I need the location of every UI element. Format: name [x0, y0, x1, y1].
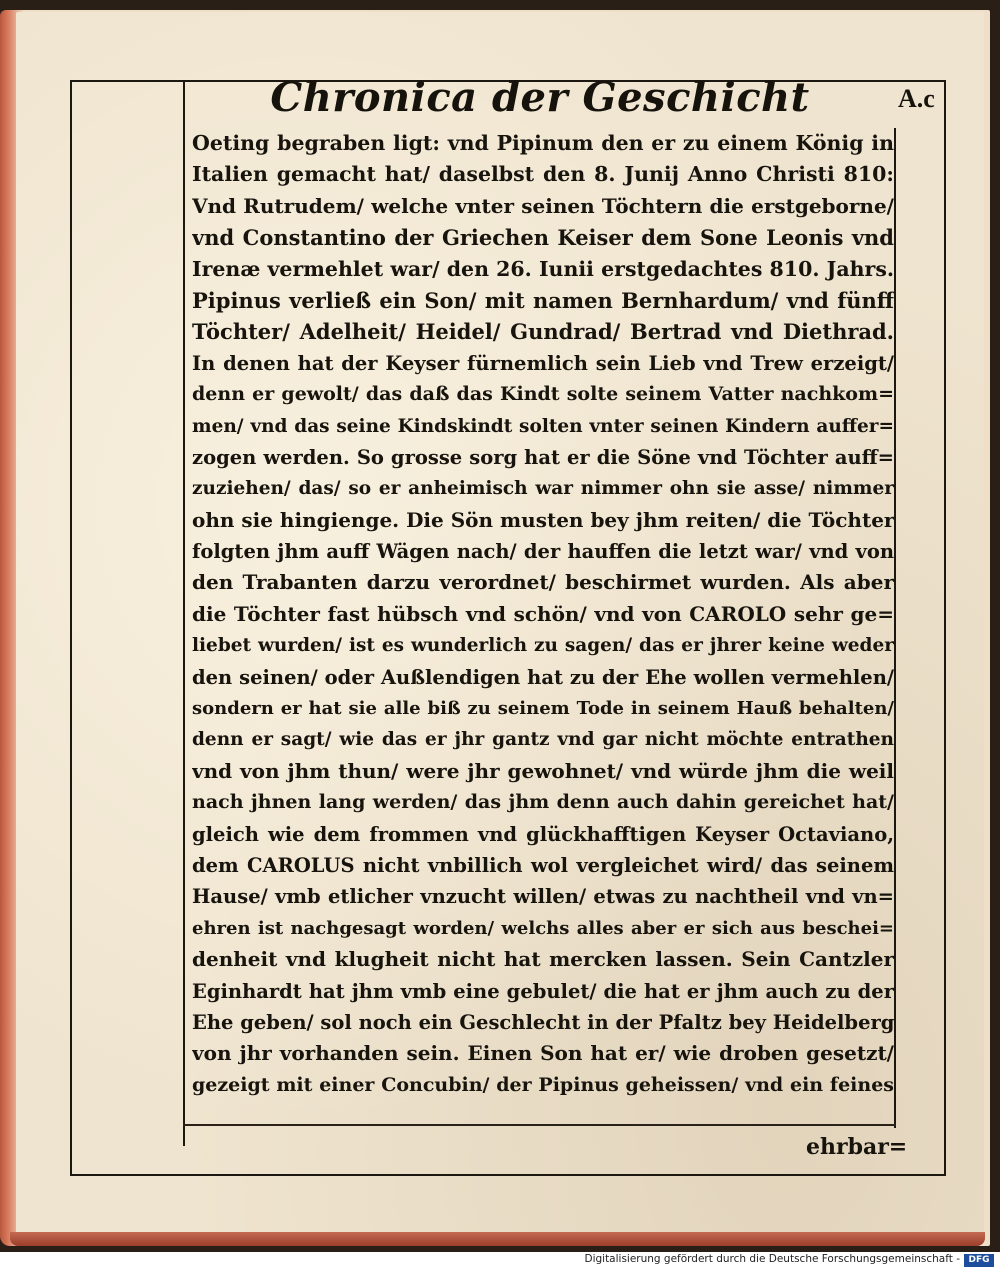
text-line: denn er gewolt/ das daß das Kindt solte seinem Vatter nachkom=	[192, 383, 894, 406]
text-line: Pipinus verließ ein Son/ mit namen Bernhardum/ vnd fünff	[192, 287, 894, 313]
text-line: dem CAROLUS nicht vnbillich wol vergleichet wird/ das seinem	[192, 853, 894, 877]
text-line: Ehe geben/ sol noch ein Geschlecht in der Pfaltz bey Heidelberg	[192, 1010, 894, 1034]
text-line: zuziehen/ das/ so er anheimisch war nimmer ohn sie asse/ nimmer	[192, 478, 894, 500]
text-line: den seinen/ oder Außlendigen hat zu der Ehe wollen vermehlen/	[192, 665, 894, 689]
page-red-edge	[10, 1232, 985, 1246]
text-line: Italien gemacht hat/ daselbst den 8. Junij Anno Christi 810:	[192, 162, 894, 187]
text-line: ehren ist nachgesagt worden/ welchs alles aber er sich aus beschei=	[192, 917, 894, 939]
text-line: gleich wie dem frommen vnd glückhafftigen Keyser Octaviano,	[192, 822, 894, 846]
catchword: ehrbar=	[806, 1134, 908, 1160]
text-line: ohn sie hingienge. Die Sön musten bey jhm reiten/ die Töchter	[192, 507, 894, 532]
text-line: Irenæ vermehlet war/ den 26. Iunii erstgedachtes 810. Jahrs.	[192, 256, 894, 281]
text-line: Hause/ vmb etlicher vnzucht willen/ etwas zu nachtheil vnd vn=	[192, 885, 894, 909]
signature-mark: A.c	[898, 84, 935, 113]
body-text	[192, 128, 894, 1101]
bottom-rule	[183, 1124, 896, 1126]
text-line: folgten jhm auff Wägen nach/ der hauffen die letzt war/ vnd von	[192, 540, 894, 564]
text-line: zogen werden. So grosse sorg hat er die Söne vnd Töchter auff=	[192, 445, 894, 469]
text-line: die Töchter fast hübsch vnd schön/ vnd von CAROLO sehr ge=	[192, 601, 894, 626]
text-line: men/ vnd das seine Kindskindt solten vnter seinen Kindern auffer=	[192, 415, 894, 437]
text-line: von jhr vorhanden sein. Einen Son hat er/ wie droben gesetzt/	[192, 1041, 894, 1066]
text-line: liebet wurden/ ist es wunderlich zu sagen/ das er jhrer keine weder	[192, 635, 894, 657]
text-line: Töchter/ Adelheit/ Heidel/ Gundrad/ Bertrad vnd Diethrad.	[192, 319, 894, 345]
left-margin-rule	[183, 82, 185, 1146]
right-margin-rule	[894, 128, 896, 1128]
text-line: den Trabanten darzu verordnet/ beschirmet wurden. Als aber	[192, 570, 894, 595]
funding-footer: Digitalisierung gefördert durch die Deutsche Forschungsgemeinschaft -	[584, 1253, 960, 1265]
text-line: denheit vnd klugheit nicht hat mercken lassen. Sein Cantzler	[192, 947, 894, 972]
text-line: denn er sagt/ wie das er jhr gantz vnd gar nicht möchte entrathen	[192, 729, 894, 751]
text-line: vnd von jhm thun/ were jhr gewohnet/ vnd würde jhm die weil	[192, 758, 894, 783]
text-line: Oeting begraben ligt: vnd Pipinum den er zu einem König in	[192, 131, 894, 155]
text-line: nach jhnen lang werden/ das jhm denn auch dahin gereichet hat/	[192, 791, 894, 814]
text-line: Eginhardt hat jhm vmb eine gebulet/ die hat er jhm auch zu der	[192, 979, 894, 1003]
running-header: Chronica der Geschicht	[270, 74, 810, 121]
text-line: vnd Constantino der Griechen Keiser dem Sone Leonis vnd	[192, 225, 894, 251]
text-line: gezeigt mit einer Concubin/ der Pipinus geheissen/ vnd ein feines	[192, 1073, 894, 1096]
text-line: Vnd Rutrudem/ welche vnter seinen Töchtern die erstgeborne/	[192, 193, 894, 218]
text-line: sondern er hat sie alle biß zu seinem Tode in seinem Hauß behalten/	[192, 698, 894, 720]
text-line: In denen hat der Keyser fürnemlich sein Lieb vnd Trew erzeigt/	[192, 351, 894, 375]
dfg-logo: DFG	[964, 1254, 994, 1267]
